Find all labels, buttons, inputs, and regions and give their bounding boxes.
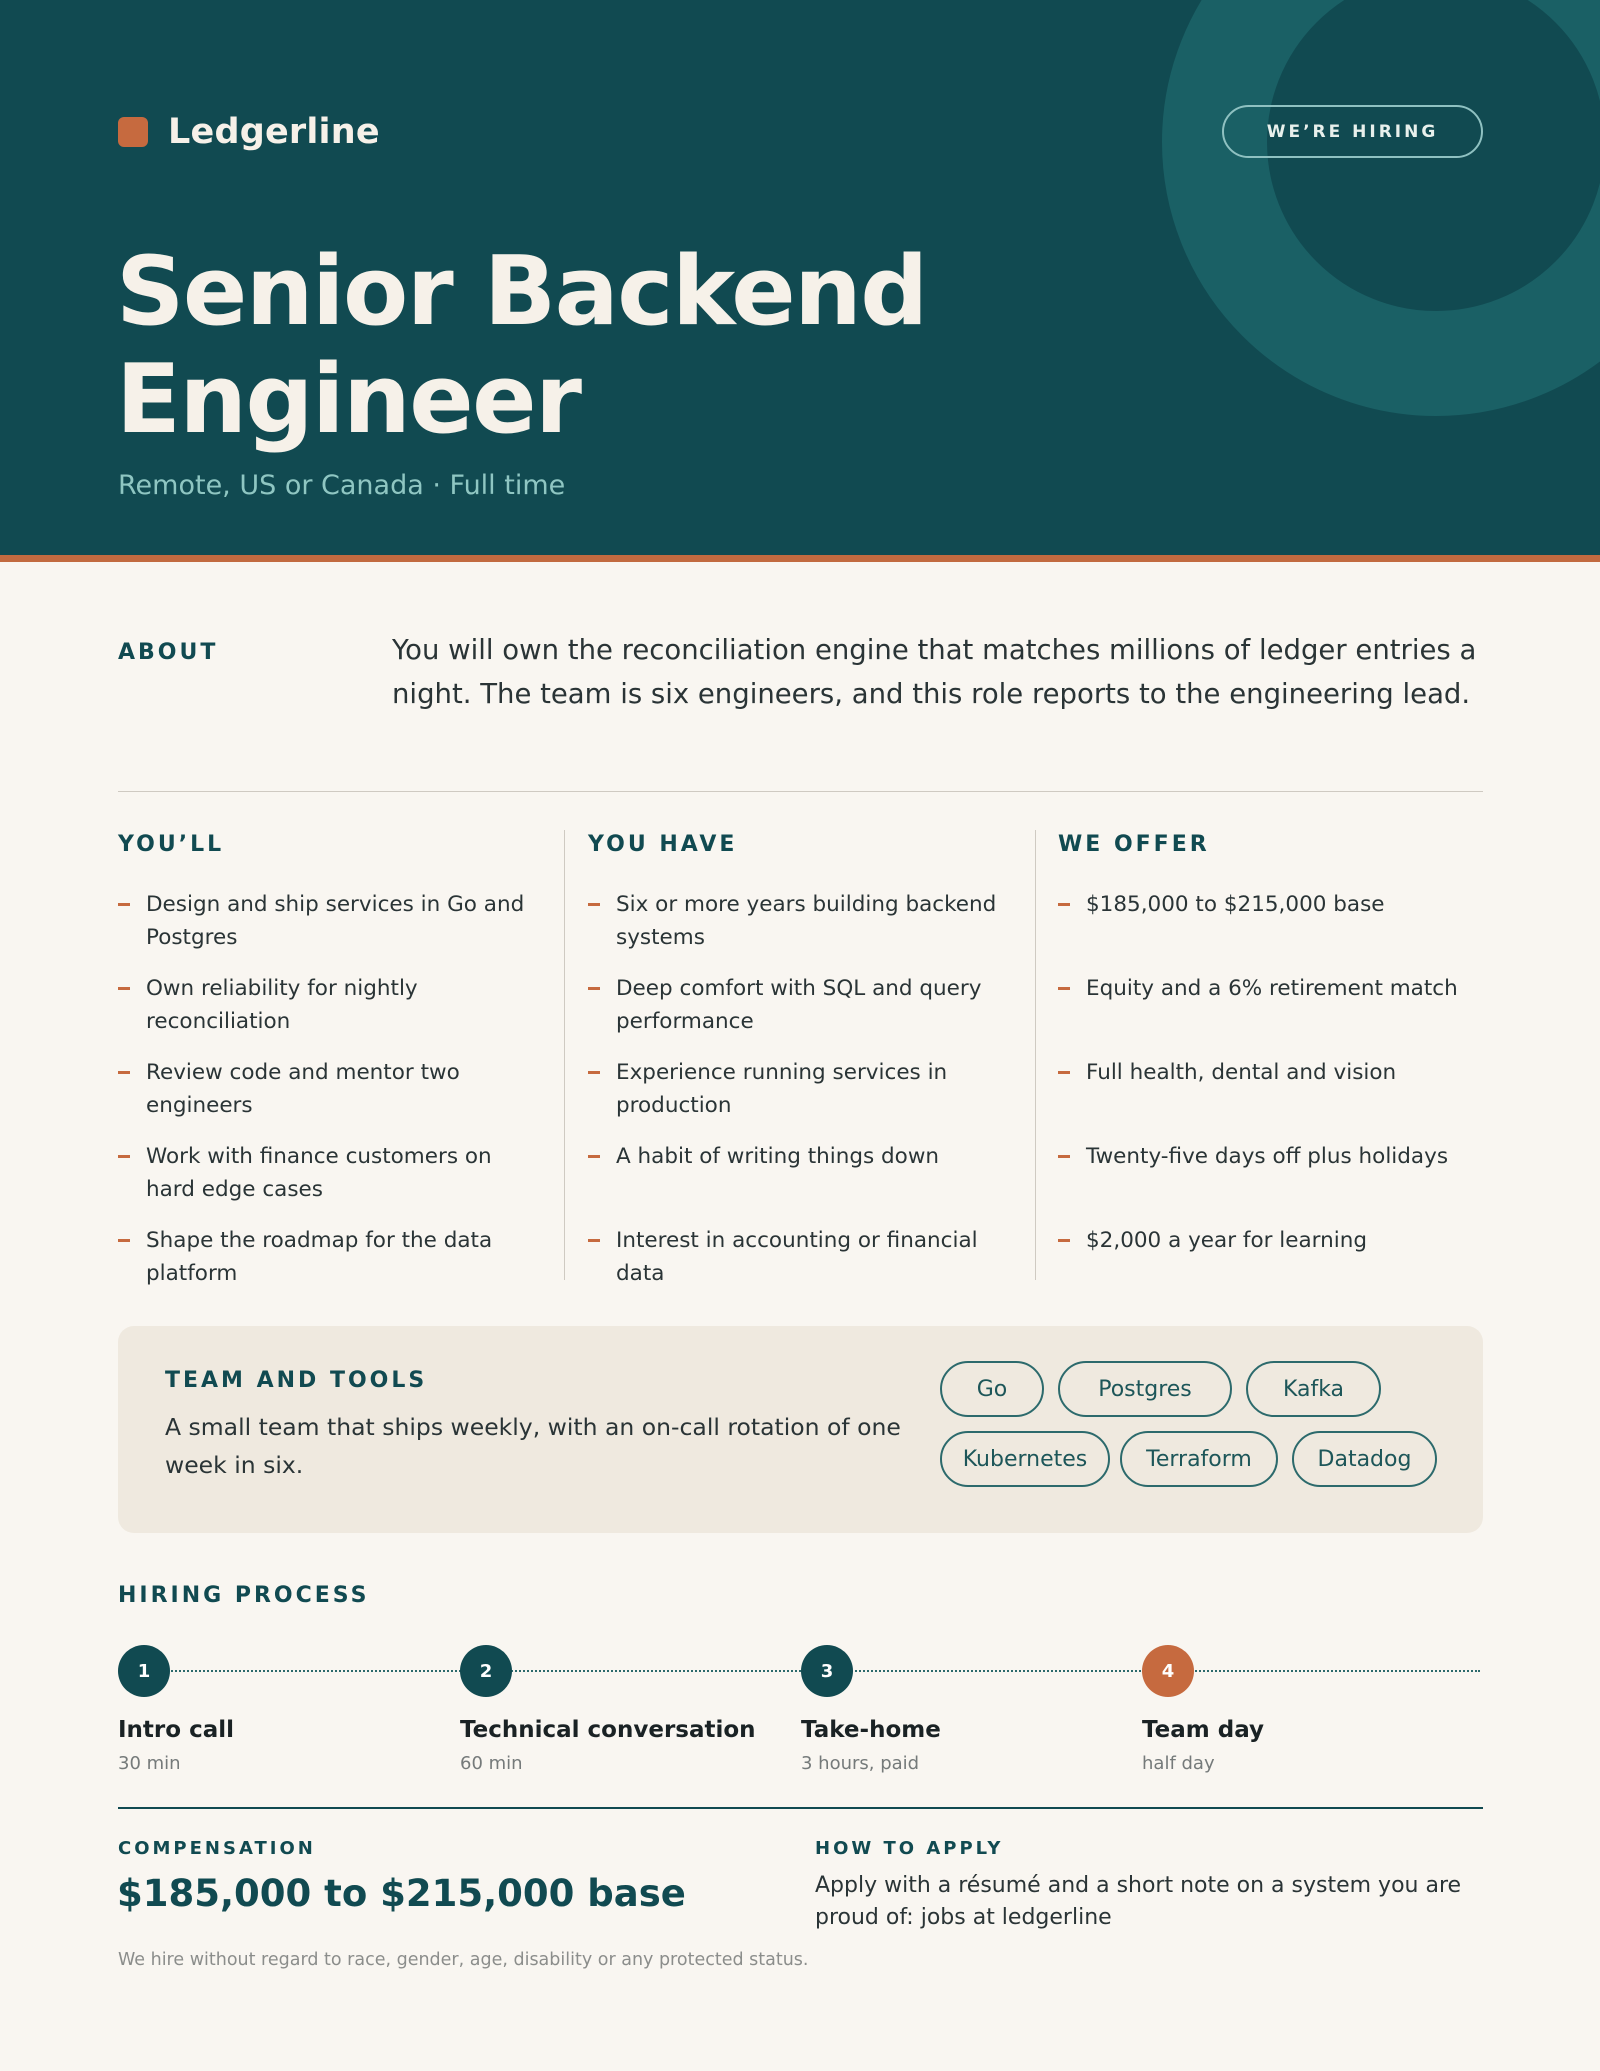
dash-icon: [588, 1155, 600, 1158]
tool-tag-terraform: Terraform: [1120, 1431, 1278, 1487]
list-item: Full health, dental and vision: [1058, 1056, 1498, 1140]
list-item: $185,000 to $215,000 base: [1058, 888, 1498, 972]
hero-banner: [0, 0, 1600, 562]
job-title-line-2: Engineer: [116, 345, 581, 455]
dash-icon: [118, 1239, 130, 1242]
section-divider: [118, 1807, 1483, 1809]
step-duration: 3 hours, paid: [801, 1753, 920, 1774]
column-list: [1058, 888, 1498, 1308]
dash-icon: [588, 987, 600, 990]
column-we-offer: [1058, 832, 1498, 1308]
list-item: Shape the roadmap for the data platform: [118, 1224, 538, 1308]
dash-icon: [118, 1155, 130, 1158]
dash-icon: [588, 903, 600, 906]
brand-square-icon: [118, 117, 148, 147]
column-divider: [1035, 830, 1036, 1280]
column-list: [118, 888, 538, 1308]
list-item: Twenty-five days off plus holidays: [1058, 1140, 1498, 1224]
about-label: ABOUT: [118, 640, 219, 665]
team-description: A small team that ships weekly, with an on-call rotation of one week in six.: [165, 1413, 901, 1479]
column-heading: WE OFFER: [1058, 832, 1210, 857]
step-number-badge: 4: [1142, 1645, 1194, 1697]
dash-icon: [1058, 1239, 1070, 1242]
column-heading: YOU HAVE: [588, 832, 738, 857]
how-to-apply-text[interactable]: Apply with a résumé and a short note on a system you are proud of: jobs at ledgerline: [815, 1873, 1462, 1930]
tool-tag-datadog: Datadog: [1292, 1431, 1437, 1487]
column-heading: YOU’LL: [118, 832, 225, 857]
column-list: [588, 888, 1018, 1308]
process-step: [801, 1645, 1131, 1774]
list-item: Deep comfort with SQL and query performance: [588, 972, 1018, 1056]
list-item: Design and ship services in Go and Postgres: [118, 888, 538, 972]
section-divider: [118, 791, 1483, 792]
process-step: [1142, 1645, 1472, 1774]
hiring-badge: WE’RE HIRING: [1222, 105, 1483, 158]
list-item: Six or more years building backend systems: [588, 888, 1018, 972]
step-duration: half day: [1142, 1753, 1215, 1774]
about-text: You will own the reconciliation engine that matches millions of ledger entries a night. The team is six engineers, and this role reports to the engineering lead.: [392, 634, 1477, 710]
dash-icon: [1058, 1071, 1070, 1074]
column-you-have: [588, 832, 1018, 1308]
step-title: Take-home: [801, 1717, 941, 1743]
list-item: Experience running services in production: [588, 1056, 1018, 1140]
eeo-statement: We hire without regard to race, gender, age, disability or any protected status.: [118, 1950, 809, 1970]
brand-logo[interactable]: [118, 110, 380, 154]
dash-icon: [118, 987, 130, 990]
tool-tag-kafka: Kafka: [1246, 1361, 1381, 1417]
step-duration: 30 min: [118, 1753, 181, 1774]
step-number-badge: 3: [801, 1645, 853, 1697]
tool-tag-postgres: Postgres: [1058, 1361, 1232, 1417]
list-item: $2,000 a year for learning: [1058, 1224, 1498, 1308]
list-item: Equity and a 6% retirement match: [1058, 972, 1498, 1056]
list-item: Interest in accounting or financial data: [588, 1224, 1018, 1308]
job-title: [116, 238, 1116, 454]
dash-icon: [1058, 903, 1070, 906]
list-item: A habit of writing things down: [588, 1140, 1018, 1224]
dash-icon: [588, 1071, 600, 1074]
dash-icon: [588, 1239, 600, 1242]
process-step: [460, 1645, 790, 1774]
dash-icon: [118, 903, 130, 906]
decorative-ring: [1162, 0, 1600, 416]
tool-tag-go: Go: [940, 1361, 1044, 1417]
team-and-tools-card: [118, 1326, 1483, 1533]
step-number-badge: 2: [460, 1645, 512, 1697]
compensation-label: COMPENSATION: [118, 1838, 316, 1859]
process-step: [118, 1645, 448, 1774]
dash-icon: [1058, 1155, 1070, 1158]
compensation-value: $185,000 to $215,000 base: [117, 1872, 686, 1915]
step-number-badge: 1: [118, 1645, 170, 1697]
step-title: Team day: [1142, 1717, 1264, 1743]
brand-name: Ledgerline: [168, 112, 380, 152]
hiring-process-label: HIRING PROCESS: [118, 1583, 370, 1608]
step-title: Intro call: [118, 1717, 234, 1743]
column-divider: [564, 830, 565, 1280]
tool-tag-kubernetes: Kubernetes: [940, 1431, 1110, 1487]
list-item: Own reliability for nightly reconciliation: [118, 972, 538, 1056]
team-tools-label: TEAM AND TOOLS: [165, 1368, 428, 1393]
dash-icon: [118, 1071, 130, 1074]
step-title: Technical conversation: [460, 1717, 756, 1743]
job-title-line-1: Senior Backend: [116, 237, 927, 347]
list-item: Review code and mentor two engineers: [118, 1056, 538, 1140]
how-to-apply-label: HOW TO APPLY: [815, 1838, 1004, 1859]
step-duration: 60 min: [460, 1753, 523, 1774]
list-item: Work with finance customers on hard edge cases: [118, 1140, 538, 1224]
column-youll: [118, 832, 538, 1308]
job-subtitle: Remote, US or Canada · Full time: [118, 470, 566, 501]
dash-icon: [1058, 987, 1070, 990]
